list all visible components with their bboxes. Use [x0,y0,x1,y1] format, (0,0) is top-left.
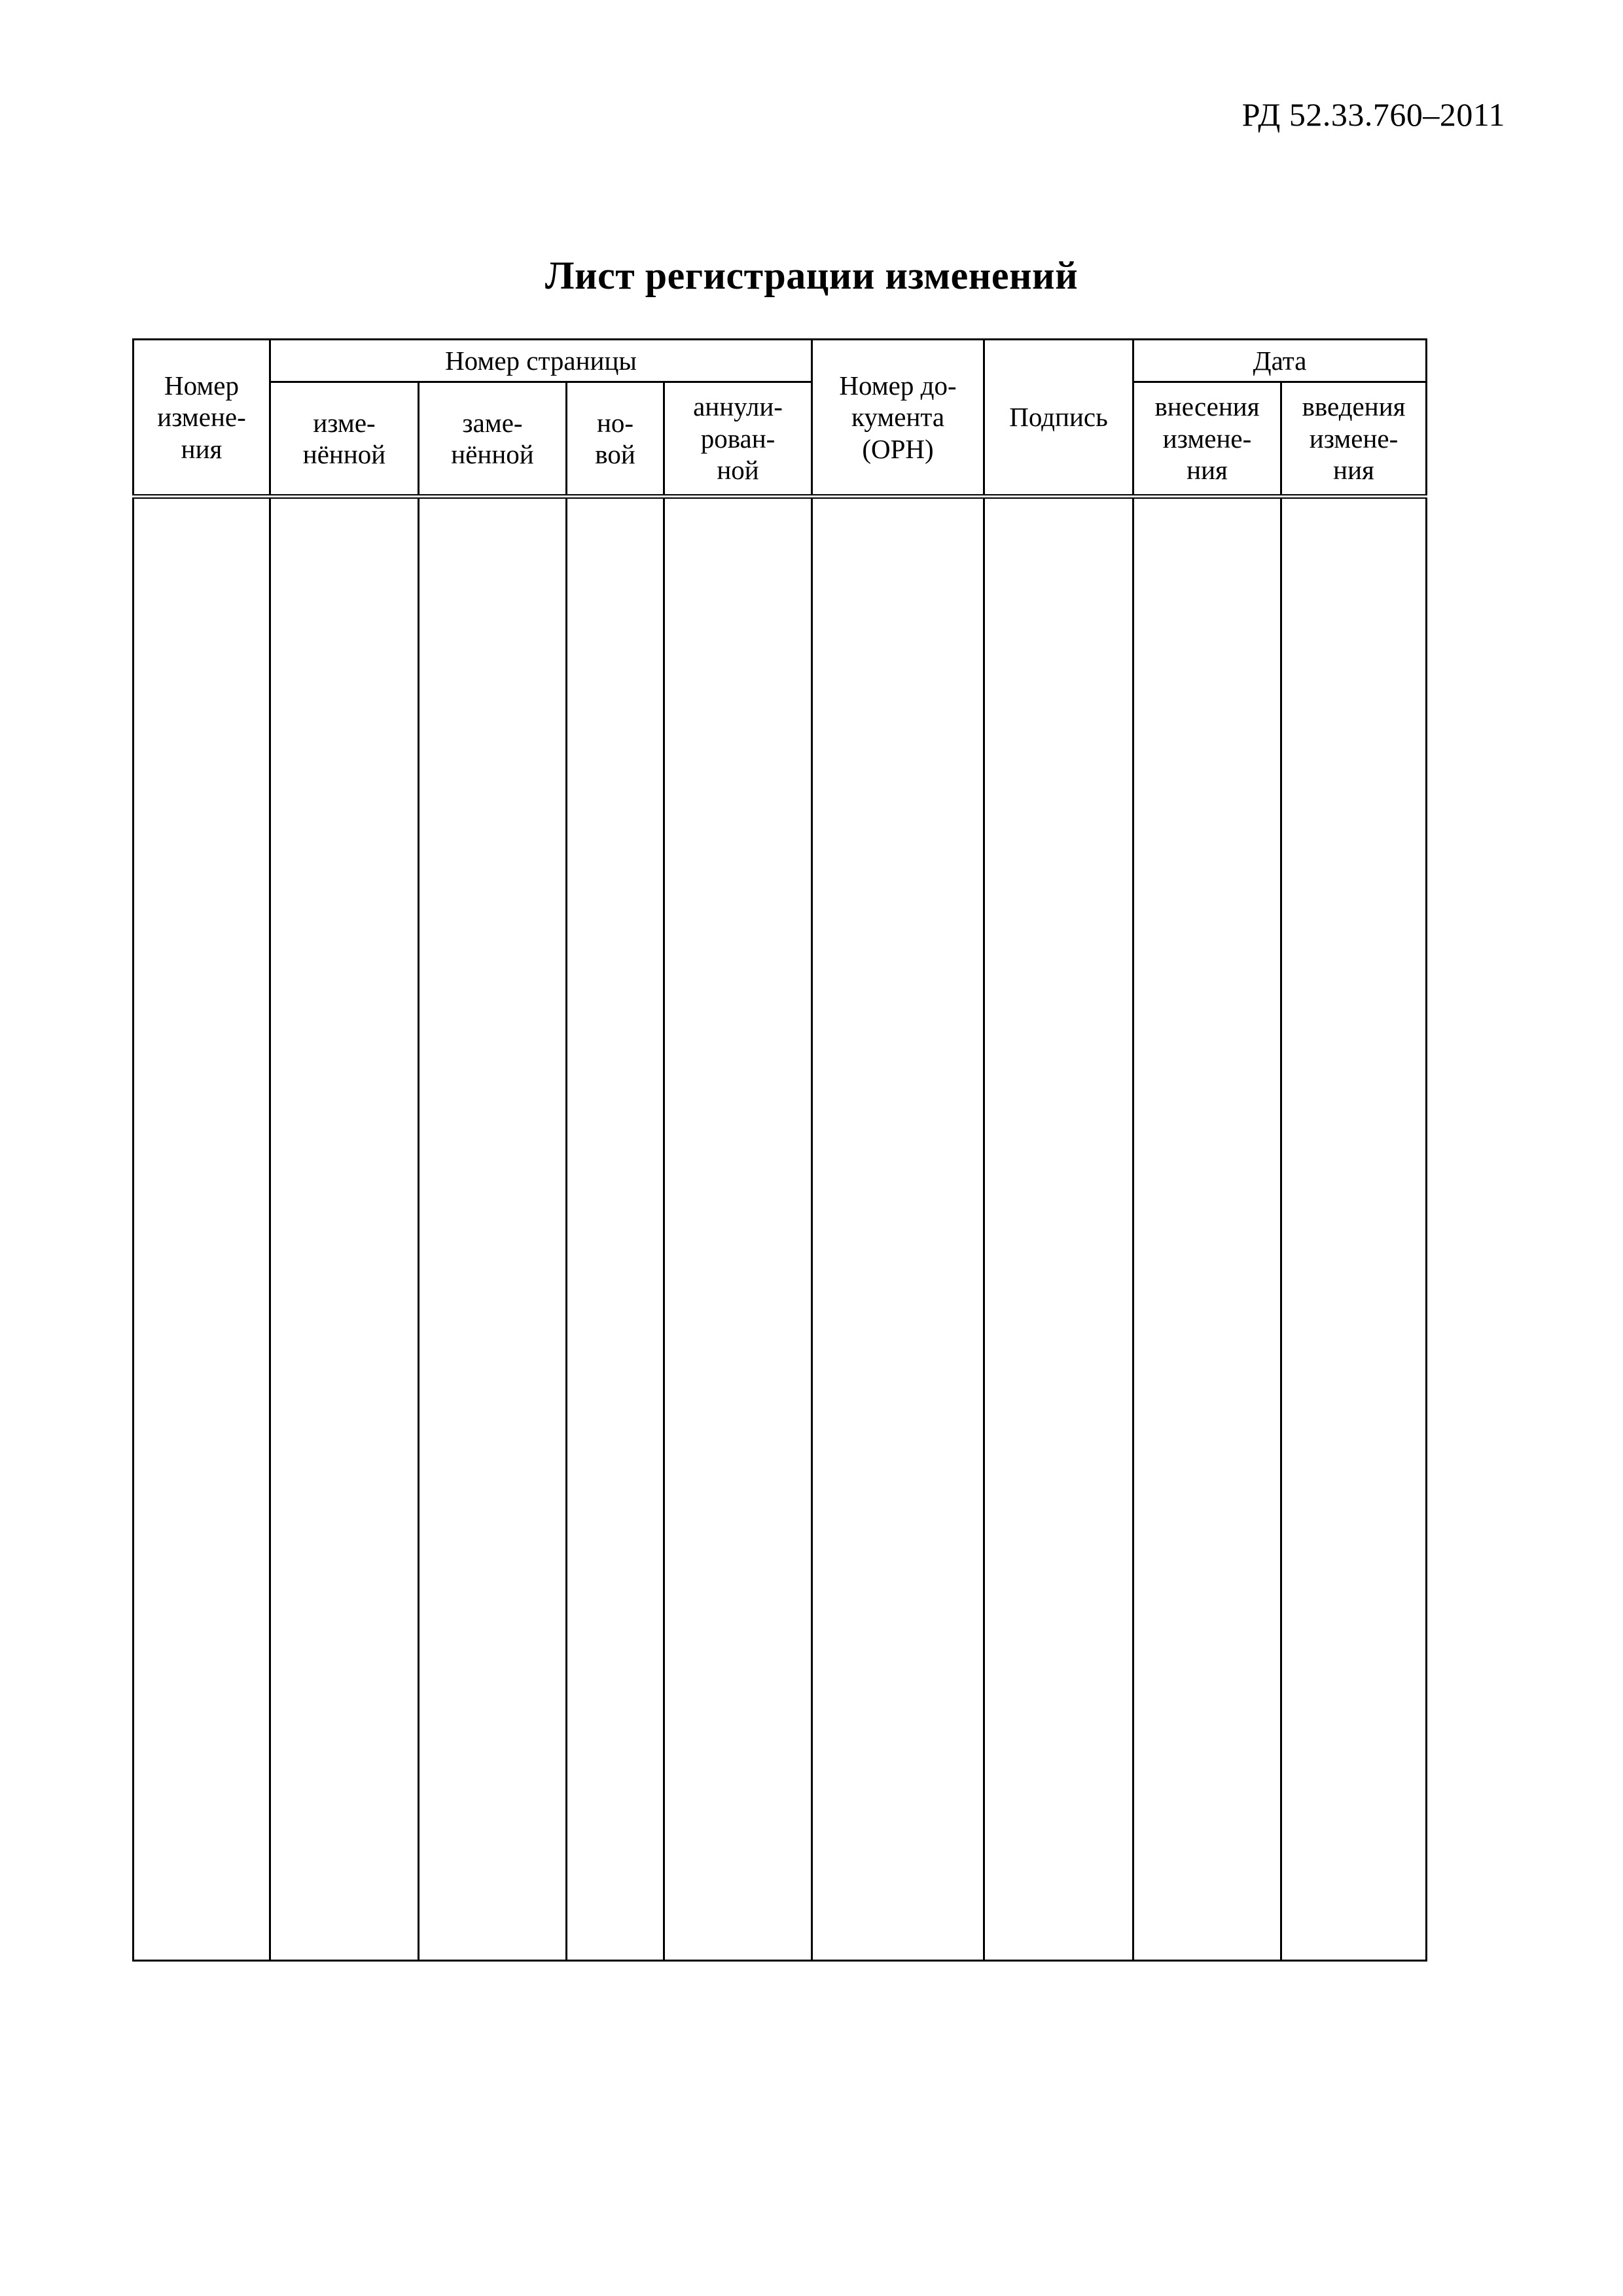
header-change-number [134,340,270,497]
header-page-new [567,382,664,497]
header-date-group-label: Дата [1253,345,1307,376]
header-signature-label: Подпись [1009,402,1108,433]
page-title: Лист регистрации изменений [544,254,1079,297]
cell-page-replaced[interactable] [419,497,567,1961]
header-date-effective-label: введения измене- ния [1302,391,1406,486]
header-page-replaced-label: заме- нённой [451,407,534,469]
cell-date-effective[interactable] [1281,497,1427,1961]
header-date-entry [1133,382,1281,497]
header-page-changed [270,382,419,497]
header-date-effective [1281,382,1427,497]
header-page-new-label: но- вой [595,407,635,469]
header-page-number-group-label: Номер страницы [445,345,637,376]
cell-date-entry[interactable] [1133,497,1281,1961]
header-change-number-label: Номер измене- ния [157,370,246,464]
header-document-number [812,340,984,497]
header-page-changed-label: изме- нённой [302,407,386,469]
header-page-annulled [664,382,812,497]
table-header-row-1 [134,340,1427,382]
header-signature [984,340,1133,497]
header-page-annulled-label: аннули- рован- ной [693,391,783,486]
cell-signature[interactable] [984,497,1133,1961]
cell-page-new[interactable] [567,497,664,1961]
change-registration-table [132,338,1427,1962]
cell-document-number[interactable] [812,497,984,1961]
header-page-number-group [270,340,812,382]
header-page-replaced [419,382,567,497]
cell-change-number[interactable] [134,497,270,1961]
table-header-row-2 [134,382,1427,497]
cell-page-changed[interactable] [270,497,419,1961]
document-code: РД 52.33.760–2011 [1241,96,1505,133]
header-date-group [1133,340,1427,382]
header-date-entry-label: внесения измене- ния [1154,391,1260,486]
header-document-number-label: Номер до- кумента (ОРН) [839,370,957,464]
table-row [134,497,1427,1961]
cell-page-annulled[interactable] [664,497,812,1961]
